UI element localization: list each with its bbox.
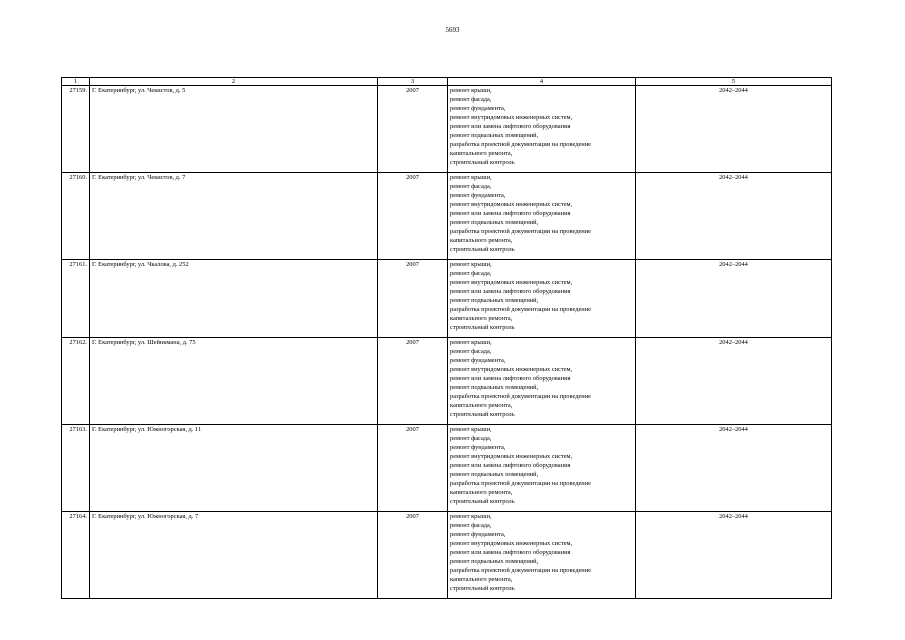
work-item: ремонт внутридомовых инженерных систем, — [450, 201, 573, 208]
work-item: капитального ремонта, — [450, 489, 513, 496]
work-item: ремонт подвальных помещений, — [450, 219, 539, 226]
row-number: 27160. — [62, 173, 90, 260]
work-item: ремонт фундамента, — [450, 192, 506, 199]
work-item: капитального ремонта, — [450, 315, 513, 322]
works-cell — [448, 512, 636, 599]
capital-repair-table — [61, 77, 832, 599]
work-item: ремонт фасада, — [450, 270, 492, 277]
work-item: ремонт или замена лифтового оборудования — [450, 210, 571, 217]
header-col-4: 4 — [448, 78, 636, 86]
works-cell — [448, 425, 636, 512]
period-cell: 2042–2044 — [636, 338, 832, 425]
work-item: ремонт крыши, — [450, 174, 492, 181]
work-item: капитального ремонта, — [450, 150, 513, 157]
work-item: ремонт фундамента, — [450, 444, 506, 451]
work-item: ремонт фундамента, — [450, 531, 506, 538]
address-cell: Г. Екатеринбург, ул. Чекистов, д. 5 — [90, 86, 378, 173]
table-row — [62, 86, 832, 173]
work-item: разработка проектной документации на проведение — [450, 393, 591, 400]
address-cell: Г. Екатеринбург, ул. Чекистов, д. 7 — [90, 173, 378, 260]
year-cell: 2007 — [378, 86, 448, 173]
table-row — [62, 173, 832, 260]
table-row — [62, 338, 832, 425]
work-item: разработка проектной документации на проведение — [450, 567, 591, 574]
period-cell: 2042–2044 — [636, 260, 832, 338]
row-number: 27159. — [62, 86, 90, 173]
work-item: ремонт подвальных помещений, — [450, 132, 539, 139]
work-item: ремонт или замена лифтового оборудования — [450, 549, 571, 556]
work-item: разработка проектной документации на проведение — [450, 480, 591, 487]
work-item: ремонт фундамента, — [450, 357, 506, 364]
work-item: ремонт фасада, — [450, 522, 492, 529]
work-item: ремонт внутридомовых инженерных систем, — [450, 366, 573, 373]
work-item: ремонт подвальных помещений, — [450, 558, 539, 565]
work-item: строительный контроль — [450, 498, 515, 505]
work-item: ремонт внутридомовых инженерных систем, — [450, 540, 573, 547]
header-col-1: 1 — [62, 78, 90, 86]
year-cell: 2007 — [378, 173, 448, 260]
work-item: разработка проектной документации на проведение — [450, 228, 591, 235]
work-item: строительный контроль — [450, 246, 515, 253]
work-item: ремонт подвальных помещений, — [450, 297, 539, 304]
works-cell — [448, 173, 636, 260]
work-item: строительный контроль — [450, 159, 515, 166]
year-cell: 2007 — [378, 512, 448, 599]
work-item: ремонт фасада, — [450, 96, 492, 103]
header-row — [62, 78, 832, 86]
work-item: ремонт внутридомовых инженерных систем, — [450, 279, 573, 286]
works-cell — [448, 260, 636, 338]
work-item: ремонт крыши, — [450, 426, 492, 433]
work-item: ремонт крыши, — [450, 339, 492, 346]
work-item: строительный контроль — [450, 585, 515, 592]
work-item: ремонт крыши, — [450, 513, 492, 520]
work-item: ремонт фасада, — [450, 435, 492, 442]
work-item: ремонт фасада, — [450, 183, 492, 190]
work-item: капитального ремонта, — [450, 576, 513, 583]
works-cell — [448, 338, 636, 425]
table-row — [62, 425, 832, 512]
address-cell: Г. Екатеринбург, ул. Чкалова, д. 252 — [90, 260, 378, 338]
page-number: 5693 — [445, 26, 460, 34]
row-number: 27164. — [62, 512, 90, 599]
period-cell: 2042–2044 — [636, 86, 832, 173]
period-cell: 2042–2044 — [636, 173, 832, 260]
header-col-3: 3 — [378, 78, 448, 86]
row-number: 27163. — [62, 425, 90, 512]
work-item: ремонт крыши, — [450, 87, 492, 94]
address-cell: Г. Екатеринбург, ул. Южногорская, д. 11 — [90, 425, 378, 512]
period-cell: 2042–2044 — [636, 425, 832, 512]
work-item: строительный контроль — [450, 324, 515, 331]
work-item: ремонт или замена лифтового оборудования — [450, 375, 571, 382]
work-item: ремонт внутридомовых инженерных систем, — [450, 453, 573, 460]
table-row — [62, 512, 832, 599]
table-body — [62, 86, 832, 599]
work-item: ремонт или замена лифтового оборудования — [450, 288, 571, 295]
work-item: капитального ремонта, — [450, 237, 513, 244]
work-item: ремонт фасада, — [450, 348, 492, 355]
work-item: ремонт фундамента, — [450, 105, 506, 112]
work-item: ремонт подвальных помещений, — [450, 384, 539, 391]
work-item: ремонт или замена лифтового оборудования — [450, 462, 571, 469]
work-item: ремонт подвальных помещений, — [450, 471, 539, 478]
work-item: разработка проектной документации на проведение — [450, 306, 591, 313]
year-cell: 2007 — [378, 425, 448, 512]
work-item: ремонт или замена лифтового оборудования — [450, 123, 571, 130]
work-item: строительный контроль — [450, 411, 515, 418]
address-cell: Г. Екатеринбург, ул. Шейнкмана, д. 75 — [90, 338, 378, 425]
year-cell: 2007 — [378, 260, 448, 338]
work-item: ремонт внутридомовых инженерных систем, — [450, 114, 573, 121]
year-cell: 2007 — [378, 338, 448, 425]
works-cell — [448, 86, 636, 173]
work-item: ремонт крыши, — [450, 261, 492, 268]
row-number: 27161. — [62, 260, 90, 338]
work-item: капитального ремонта, — [450, 402, 513, 409]
period-cell: 2042–2044 — [636, 512, 832, 599]
row-number: 27162. — [62, 338, 90, 425]
table-row — [62, 260, 832, 338]
header-col-5: 5 — [636, 78, 832, 86]
header-col-2: 2 — [90, 78, 378, 86]
address-cell: Г. Екатеринбург, ул. Южногорская, д. 7 — [90, 512, 378, 599]
work-item: разработка проектной документации на проведение — [450, 141, 591, 148]
